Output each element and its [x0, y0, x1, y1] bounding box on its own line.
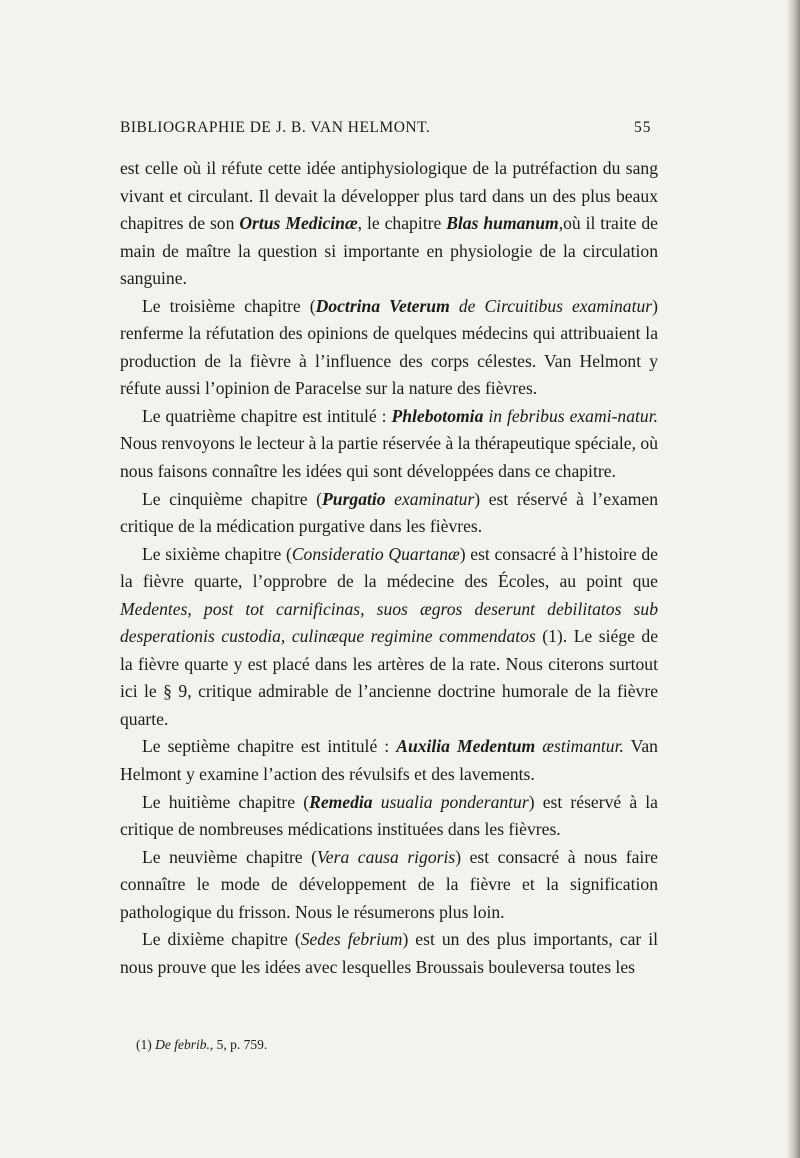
paragraph — [120, 926, 658, 981]
page-header — [0, 119, 800, 143]
text-run: (1). Le siége de la fièvre quarte y est placé dans les artères de la rate. Nous citerons surtout ici le § 9, critique admirable de l’ancienne doctrine humorale de la fièvre quarte. — [120, 626, 658, 729]
text-run: Le huitième chapitre ( — [142, 791, 310, 812]
paragraph — [120, 733, 658, 788]
text-run: ) est réservé à l’examen critique de la médication purgative dans les fièvres. — [120, 488, 658, 537]
page-number: 55 — [634, 119, 652, 136]
footnote-reference: , 5, p. 759. — [209, 1037, 268, 1052]
latin-title-italic: Consideratio Quartanæ — [291, 543, 460, 564]
paragraph — [120, 293, 658, 403]
text-run: Le septième chapitre est intitulé : — [142, 736, 397, 757]
latin-title-italic: de Circuitibus examinatur — [458, 295, 653, 316]
latin-title-bold: Ortus Medicinæ — [239, 213, 358, 234]
footnote-work-title: De febrib. — [155, 1037, 210, 1052]
latin-title-italic: usualia ponderantur — [380, 791, 529, 812]
text-run: ) renferme la réfutation des opinions de quelques médecins qui attribuaient la production de la fièvre à l’influence des corps célestes. Van Helmont y réfute aussi l’opinion de Paracelse sur la nature des fièvres. — [120, 295, 658, 399]
text-run: Le quatrième chapitre est intitulé : — [142, 405, 392, 426]
text-run: Le dixième chapitre ( — [142, 929, 301, 950]
paragraph — [120, 403, 658, 486]
latin-title-bold: Doctrina Veterum — [315, 295, 450, 316]
latin-title-bold: Purgatio — [322, 488, 386, 509]
latin-title-bold: Remedia — [309, 791, 373, 812]
paragraph — [120, 541, 658, 734]
latin-title-bold: Phlebotomia — [391, 405, 484, 426]
paragraph — [120, 486, 658, 541]
text-run: ) est consacré à l’histoire de la fièvre quarte, l’opprobre de la médecine des Écoles, au point que — [120, 543, 658, 592]
latin-title-italic: æstimantur. — [542, 736, 624, 757]
text-run — [373, 792, 381, 812]
paragraph — [120, 844, 658, 927]
latin-title-italic: Medentes, post tot carnificinas, suos ægros deserunt debilitatos sub desperationis custodia, culinæque regimine commendatos — [120, 598, 658, 647]
text-run: ,où il traite de main de maître la question si importante en physiologie de la circulation sanguine. — [120, 213, 658, 289]
latin-title-italic: Sedes febrium — [300, 929, 403, 950]
page-edge-shadow — [786, 0, 800, 1158]
text-run — [386, 489, 395, 509]
text-run: Van Helmont y examine l’action des révulsifs et des lavements. — [120, 736, 658, 785]
paragraph — [120, 789, 658, 844]
text-run: Le troisième chapitre ( — [142, 295, 316, 316]
text-run: ) est réservé à la critique de nombreuses médications instituées dans les fièvres. — [120, 791, 658, 840]
text-run: Le sixième chapitre ( — [142, 543, 292, 564]
latin-title-bold: Blas humanum — [446, 213, 559, 234]
text-run — [450, 296, 459, 316]
text-run: Le cinquième chapitre ( — [142, 488, 323, 509]
latin-title-bold: Auxilia Medentum — [396, 736, 536, 757]
footnote-marker: (1) — [136, 1037, 156, 1052]
footnote — [136, 1036, 656, 1054]
body-text — [120, 155, 658, 981]
latin-title-italic: Vera causa rigoris — [317, 846, 456, 867]
latin-title-italic: examinatur — [394, 488, 475, 509]
paragraph — [120, 155, 658, 293]
text-run: ) est consacré à nous faire connaître le mode de développement de la fièvre et la signification pathologique du frisson. Nous le résumerons plus loin. — [120, 846, 658, 922]
text-run: Nous renvoyons le lecteur à la partie réservée à la thérapeutique spéciale, où nous faisons connaître les idées qui sont développées dans ce chapitre. — [120, 433, 658, 482]
latin-title-italic: in febribus exami-natur. — [488, 405, 659, 426]
text-run: , le chapitre — [357, 213, 447, 234]
text-run: Le neuvième chapitre ( — [142, 846, 317, 867]
text-run: est celle où il réfute cette idée antiphysiologique de la putréfaction du sang vivant et circulant. Il devait la développer plus tard dans un des plus beaux chapitres de son — [120, 158, 658, 234]
running-title: BIBLIOGRAPHIE DE J. B. VAN HELMONT. — [120, 119, 431, 136]
text-run: ) est un des plus importants, car il nous prouve que les idées avec lesquelles Broussais bouleversa toutes les — [120, 929, 658, 977]
